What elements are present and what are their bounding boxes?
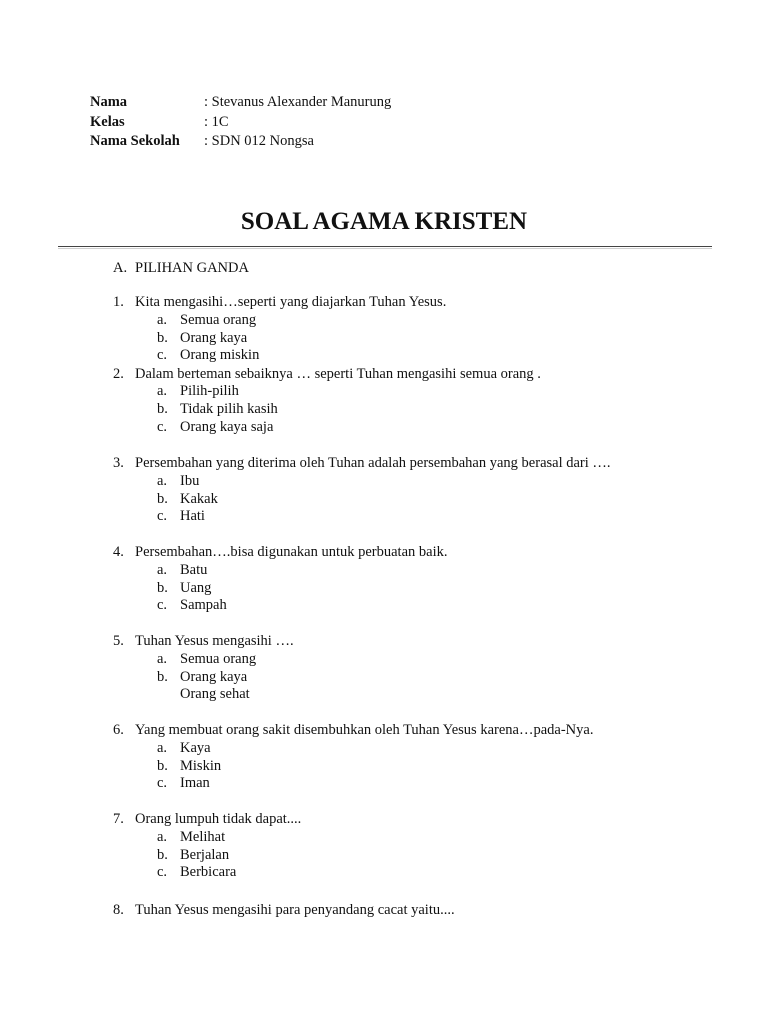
option-a: a. Semua orang: [157, 311, 257, 328]
question-text: Kita mengasihi…seperti yang diajarkan Tuhan Yesus.: [135, 294, 447, 310]
option-a: a. Pilih-pilih: [157, 383, 239, 400]
question-number: 4.: [113, 544, 124, 560]
option-c: c. Iman: [157, 775, 210, 792]
name-label: Nama: [90, 94, 128, 110]
question-text: Persembahan yang diterima oleh Tuhan adalah persembahan yang berasal dari ….: [135, 455, 611, 471]
question-text: Dalam berteman sebaiknya … seperti Tuhan mengasihi semua orang .: [135, 365, 541, 382]
question-number: 2.: [113, 365, 124, 382]
option-b: b. Uang: [157, 579, 212, 596]
student-info: [90, 93, 391, 152]
option-a: a. Batu: [157, 561, 208, 578]
name-value: : Stevanus Alexander Manurung: [204, 94, 392, 110]
question-number: 8.: [113, 901, 124, 918]
title-divider-shadow: [58, 248, 712, 249]
option-a: a. Semua orang: [157, 650, 257, 667]
section-label: PILIHAN GANDA: [135, 260, 249, 276]
page-title: SOAL AGAMA KRISTEN: [240, 208, 528, 235]
question-number: 7.: [113, 811, 124, 827]
question-text: Persembahan….bisa digunakan untuk perbuatan baik.: [135, 544, 448, 560]
question-number: 6.: [113, 722, 124, 738]
option-b: b. Miskin: [157, 757, 222, 774]
option-a: a. Kaya: [157, 739, 211, 756]
class-row: [90, 113, 391, 133]
option-c: c. Sampah: [157, 597, 227, 614]
section-heading: [113, 259, 249, 277]
option-c: c. Orang kaya saja: [157, 418, 274, 435]
option-b: b. Orang kaya: [157, 329, 248, 346]
question-text: Yang membuat orang sakit disembuhkan oleh Tuhan Yesus karena…pada-Nya.: [135, 722, 594, 738]
option-a: a. Melihat: [157, 828, 226, 845]
question-text: Tuhan Yesus mengasihi para penyandang cacat yaitu....: [135, 901, 455, 918]
option-unlabeled: Orang sehat: [180, 686, 250, 703]
option-b: b. Tidak pilih kasih: [157, 401, 278, 418]
section-marker: A.: [113, 260, 128, 276]
school-value: : SDN 012 Nongsa: [204, 133, 314, 149]
name-row: [90, 93, 391, 113]
school-row: [90, 132, 391, 152]
school-label: Nama Sekolah: [90, 133, 180, 149]
class-label: Kelas: [90, 113, 125, 130]
option-b: b. Berjalan: [157, 846, 230, 863]
question-number: 3.: [113, 455, 124, 471]
option-c: c. Hati: [157, 508, 205, 525]
question-8: [113, 902, 455, 920]
question-1: [113, 294, 446, 365]
question-number: 1.: [113, 294, 124, 310]
option-a: a. Ibu: [157, 472, 200, 489]
option-c: c. Orang miskin: [157, 347, 260, 364]
question-6: [113, 722, 593, 793]
question-text: Orang lumpuh tidak dapat....: [135, 811, 302, 827]
question-4: [113, 544, 447, 615]
title-divider: [58, 246, 712, 247]
option-c: c. Berbicara: [157, 864, 237, 881]
question-7: [113, 811, 301, 882]
question-3: [113, 455, 611, 526]
question-2: [113, 366, 541, 437]
question-5: [113, 633, 294, 704]
question-text: Tuhan Yesus mengasihi ….: [135, 633, 294, 649]
class-value: : 1C: [204, 113, 229, 130]
option-b: b. Kakak: [157, 490, 218, 507]
question-number: 5.: [113, 633, 124, 649]
option-b: b. Orang kaya: [157, 668, 248, 685]
